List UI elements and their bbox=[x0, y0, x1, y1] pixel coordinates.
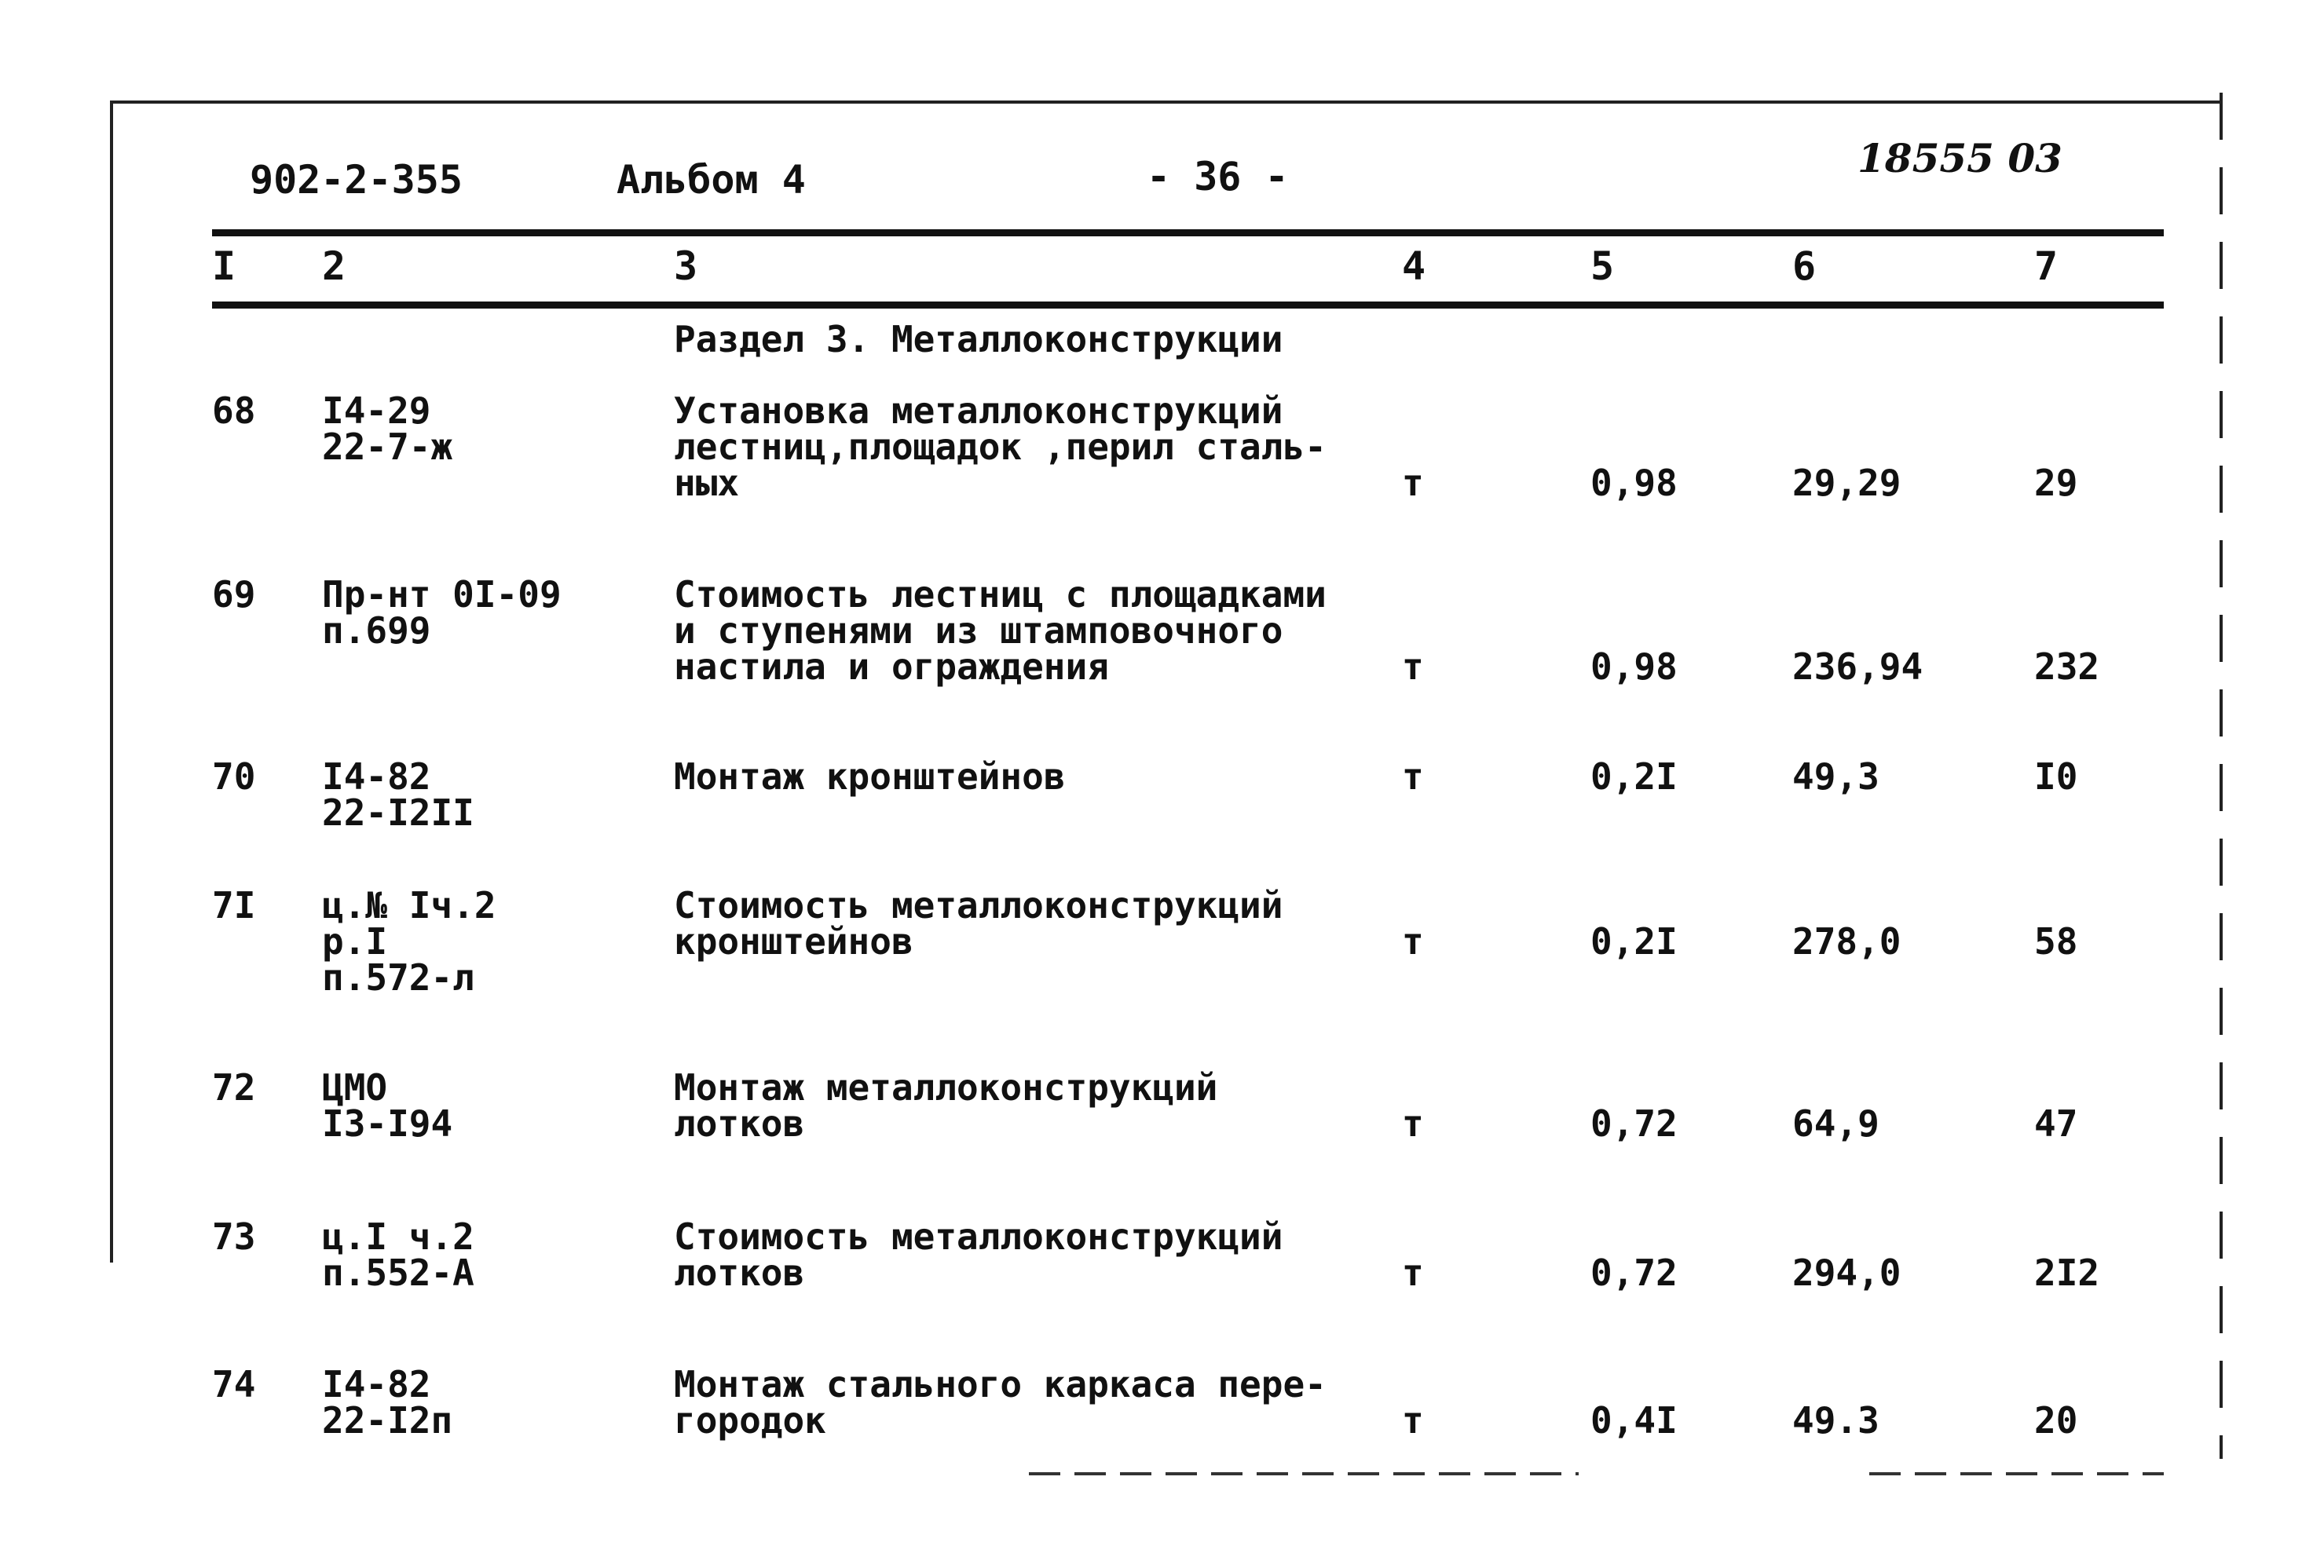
row-code: ц.I ч.2 п.552-А bbox=[322, 1215, 474, 1294]
row-total: I0 bbox=[2034, 755, 2078, 798]
row-number: 70 bbox=[212, 755, 256, 798]
frame-right-border bbox=[2220, 93, 2223, 1459]
row-unit-price: 49.3 bbox=[1792, 1399, 1879, 1442]
header-rule-top bbox=[212, 229, 2164, 236]
album-label: Альбом 4 bbox=[617, 157, 806, 203]
section-title: Раздел 3. Металлоконструкции bbox=[674, 318, 1283, 360]
row-unit: т bbox=[1402, 462, 1424, 504]
row-unit-price: 49,3 bbox=[1792, 755, 1879, 798]
row-description: Монтаж кронштейнов bbox=[674, 755, 1066, 798]
row-number: 72 bbox=[212, 1066, 256, 1109]
row-unit: т bbox=[1402, 920, 1424, 963]
row-unit: т bbox=[1402, 755, 1424, 798]
row-unit-price: 294,0 bbox=[1792, 1252, 1901, 1294]
footer-dashed-line-left bbox=[1029, 1472, 1579, 1475]
row-total: 47 bbox=[2034, 1102, 2078, 1145]
row-unit: т bbox=[1402, 1399, 1424, 1442]
row-total: 58 bbox=[2034, 920, 2078, 963]
frame-top-border bbox=[110, 101, 2223, 104]
row-description: Стоимость лестниц с площадками и ступенями из штамповочного настила и ограждения bbox=[674, 573, 1327, 688]
row-description: Установка металлоконструкций лестниц,площадок ,перил сталь- ных bbox=[674, 389, 1327, 504]
row-quantity: 0,2I bbox=[1590, 920, 1678, 963]
row-code: I4-82 22-I2п bbox=[322, 1363, 453, 1442]
doc-code: 902-2-355 bbox=[250, 157, 463, 203]
column-header-1: I bbox=[212, 243, 236, 289]
row-quantity: 0,98 bbox=[1590, 462, 1678, 504]
row-code: ц.№ Iч.2 р.I п.572-л bbox=[322, 884, 496, 999]
row-number: 73 bbox=[212, 1215, 256, 1258]
row-quantity: 0,72 bbox=[1590, 1252, 1678, 1294]
row-unit-price: 278,0 bbox=[1792, 920, 1901, 963]
row-quantity: 0,2I bbox=[1590, 755, 1678, 798]
row-code: Пр-нт 0I-09 п.699 bbox=[322, 573, 562, 652]
row-quantity: 0,4I bbox=[1590, 1399, 1678, 1442]
row-total: 29 bbox=[2034, 462, 2078, 504]
row-description: Монтаж металлоконструкций лотков bbox=[674, 1066, 1218, 1145]
row-unit: т bbox=[1402, 1102, 1424, 1145]
row-code: I4-82 22-I2II bbox=[322, 755, 474, 834]
row-quantity: 0,98 bbox=[1590, 645, 1678, 688]
row-unit-price: 64,9 bbox=[1792, 1102, 1879, 1145]
column-header-6: 6 bbox=[1792, 243, 1817, 289]
row-unit-price: 236,94 bbox=[1792, 645, 1923, 688]
column-header-7: 7 bbox=[2034, 243, 2059, 289]
row-number: 7I bbox=[212, 884, 256, 927]
row-description: Монтаж стального каркаса пере- городок bbox=[674, 1363, 1327, 1442]
row-code: ЦМО I3-I94 bbox=[322, 1066, 453, 1145]
row-total: 2I2 bbox=[2034, 1252, 2100, 1294]
row-description: Стоимость металлоконструкций лотков bbox=[674, 1215, 1283, 1294]
row-unit: т bbox=[1402, 1252, 1424, 1294]
column-header-5: 5 bbox=[1590, 243, 1615, 289]
column-header-4: 4 bbox=[1402, 243, 1426, 289]
row-number: 69 bbox=[212, 573, 256, 616]
row-code: I4-29 22-7-ж bbox=[322, 389, 453, 468]
row-number: 74 bbox=[212, 1363, 256, 1405]
row-unit-price: 29,29 bbox=[1792, 462, 1901, 504]
row-unit: т bbox=[1402, 645, 1424, 688]
header-rule-bottom bbox=[212, 302, 2164, 309]
row-description: Стоимость металлоконструкций кронштейнов bbox=[674, 884, 1283, 963]
column-header-3: 3 bbox=[674, 243, 698, 289]
archive-number: 18555 03 bbox=[1857, 135, 2062, 181]
footer-dashed-line-right bbox=[1869, 1472, 2164, 1475]
row-total: 20 bbox=[2034, 1399, 2078, 1442]
row-total: 232 bbox=[2034, 645, 2100, 688]
column-header-2: 2 bbox=[322, 243, 346, 289]
row-quantity: 0,72 bbox=[1590, 1102, 1678, 1145]
frame-left-border bbox=[110, 101, 113, 1263]
page-number: - 36 - bbox=[1147, 154, 1289, 199]
row-number: 68 bbox=[212, 389, 256, 432]
